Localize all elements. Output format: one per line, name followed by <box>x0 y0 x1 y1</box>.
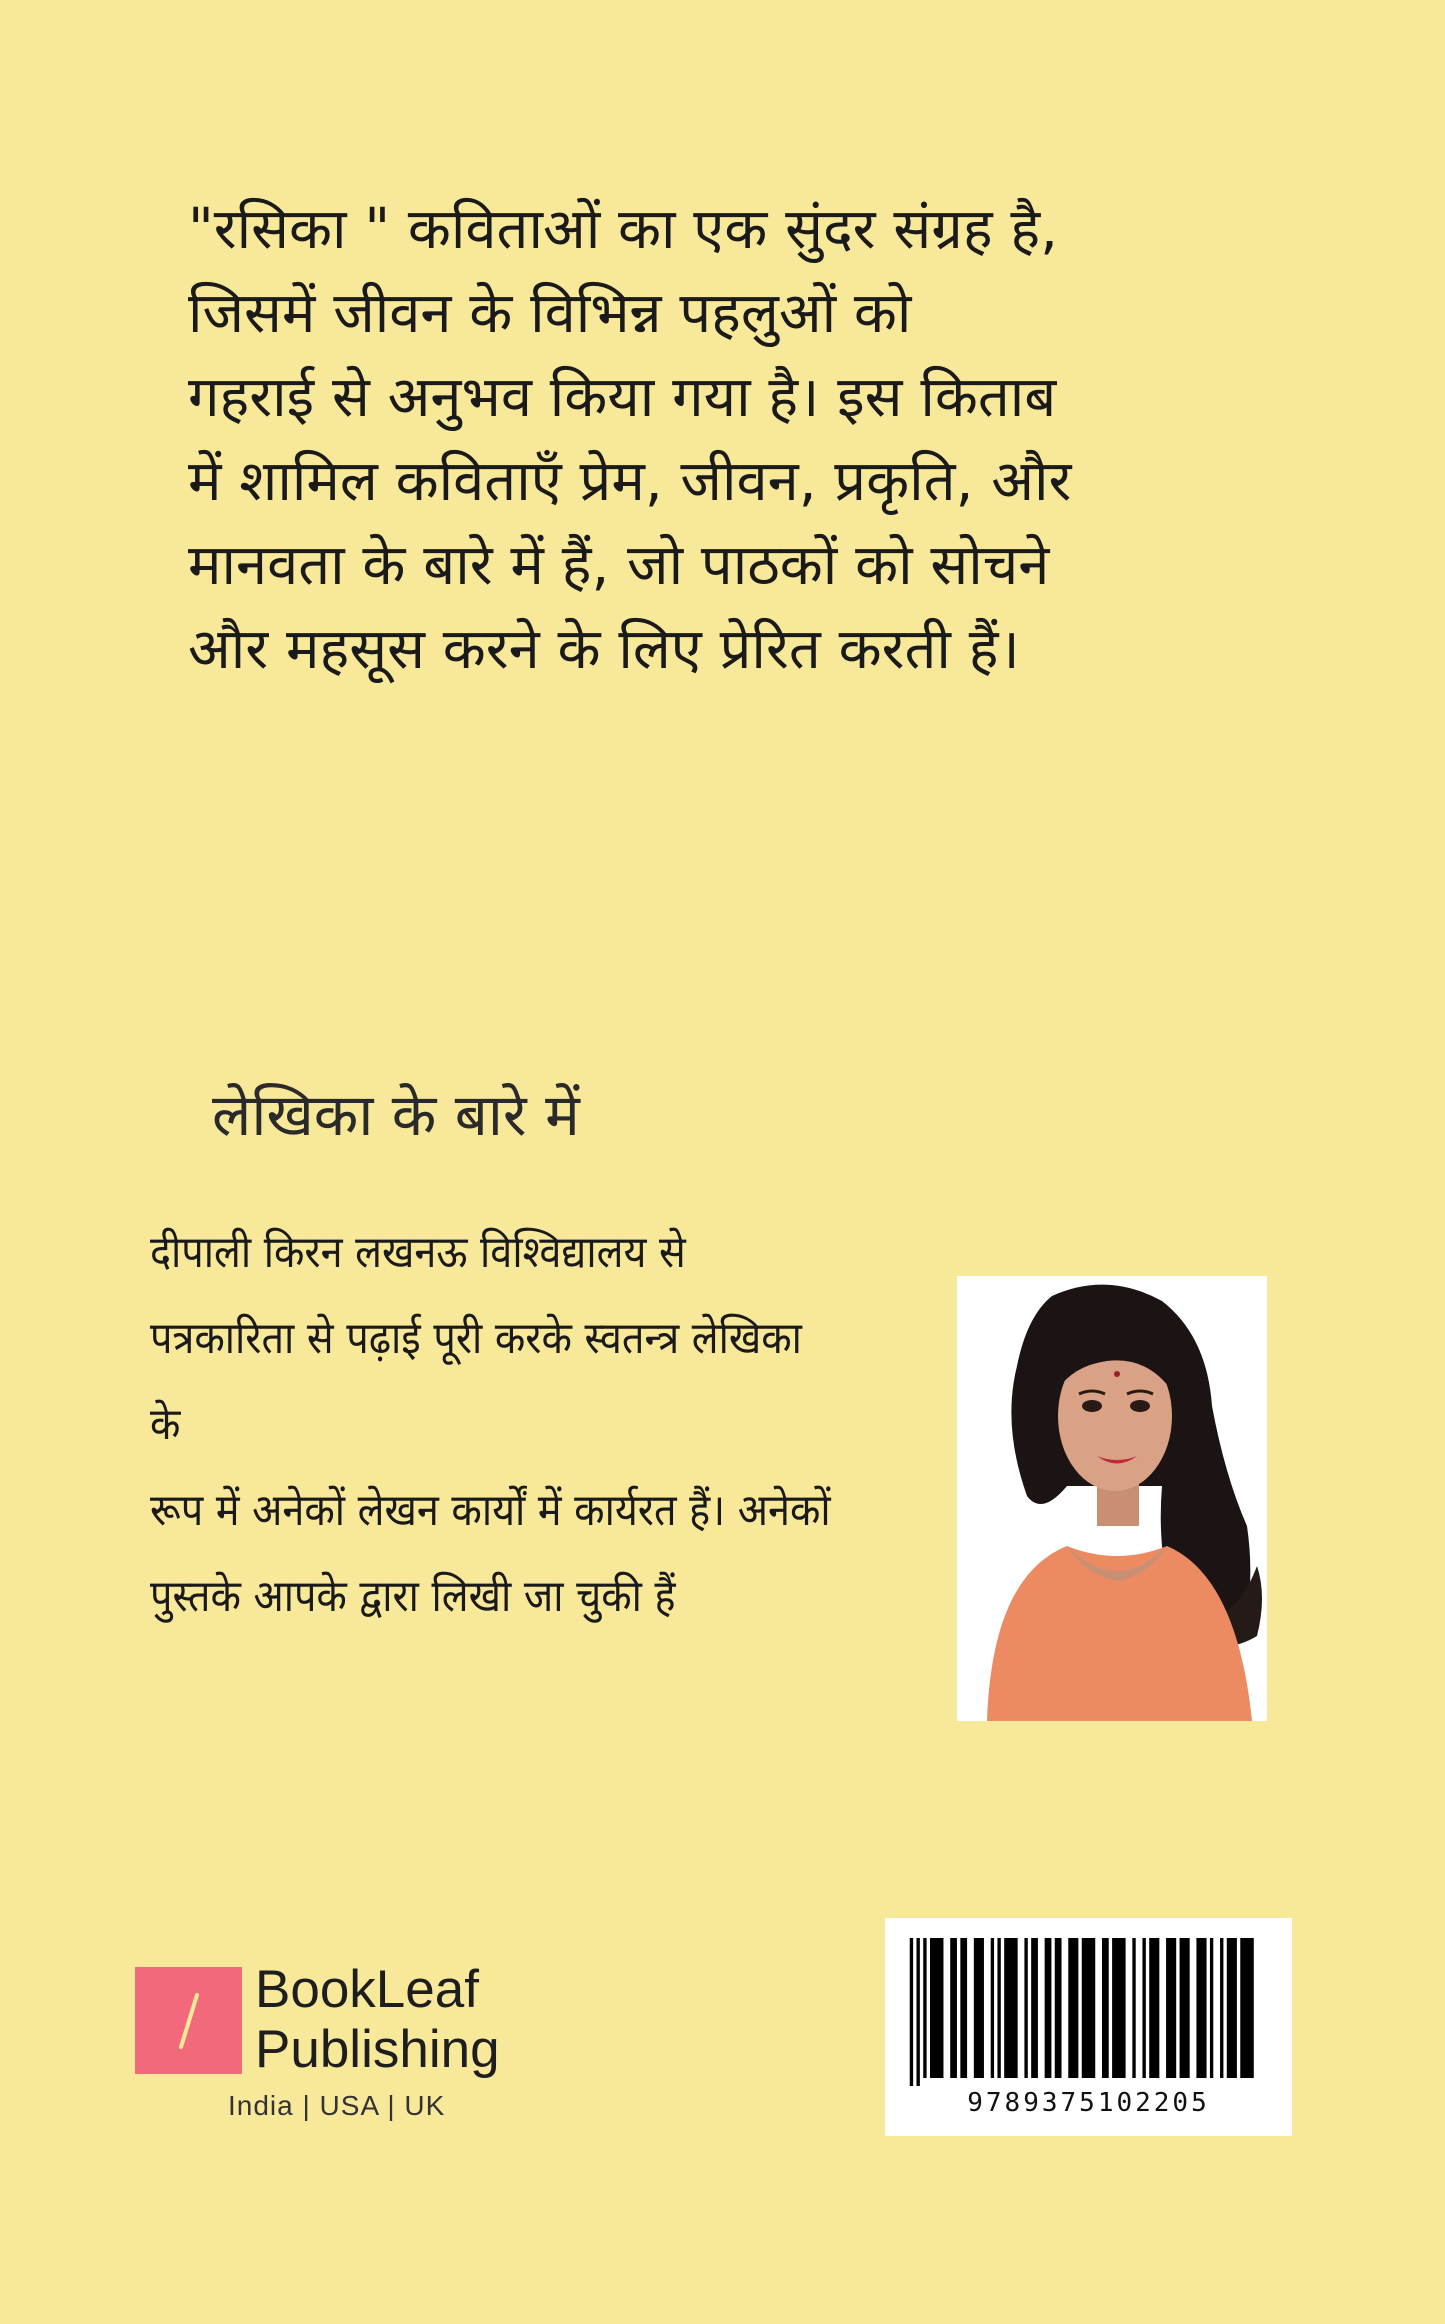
leaf-slash-icon <box>135 1967 242 2074</box>
barcode-guard-bar <box>910 1938 913 2086</box>
barcode-bar <box>1220 1938 1223 2078</box>
barcode-bar <box>1004 1938 1017 2078</box>
barcode-bar <box>997 1938 1000 2078</box>
about-author-heading: लेखिका के बारे में <box>212 1081 580 1149</box>
author-bio <box>150 1210 834 1640</box>
isbn-number: 9789375102205 <box>967 2088 1210 2118</box>
blurb-line: मानवता के बारे में हैं, जो पाठकों को सोचने <box>188 533 1050 598</box>
book-blurb <box>188 188 1248 692</box>
publisher-logo <box>135 1960 535 2135</box>
blurb-line: और महसूस करने के लिए प्रेरित करती हैं। <box>188 617 1020 682</box>
bio-line: पत्रकारिता से पढ़ाई पूरी करके स्वतन्त्र लेखिका के <box>150 1313 802 1450</box>
barcode-bar <box>1180 1938 1190 2078</box>
publisher-name <box>255 1960 500 2080</box>
barcode-bar <box>1142 1938 1145 2078</box>
blurb-line: जिसमें जीवन के विभिन्न पहलुओं को <box>188 281 912 346</box>
barcode-bar <box>1024 1938 1027 2078</box>
publisher-name-line2: Publishing <box>255 2020 500 2079</box>
barcode-bar <box>1166 1938 1176 2078</box>
barcode-bar <box>1132 1938 1135 2078</box>
barcode-bar <box>1240 1938 1253 2078</box>
bio-line: पुस्तके आपके द्वारा लिखी जा चुकी हैं <box>150 1571 676 1622</box>
barcode-bar <box>1045 1938 1052 2078</box>
blurb-line: में शामिल कविताएँ प्रेम, जीवन, प्रकृति, और <box>188 449 1072 514</box>
blurb-line: "रसिका " कविताओं का एक सुंदर संग्रह है, <box>188 197 1058 262</box>
barcode-bar <box>991 1938 994 2078</box>
barcode-bar <box>1196 1938 1206 2078</box>
bio-line: रूप में अनेकों लेखन कार्यों में कार्यरत हैं। अनेकों <box>150 1485 831 1536</box>
barcode-bar <box>960 1938 967 2078</box>
author-photo <box>957 1276 1267 1721</box>
barcode-bar <box>1082 1938 1095 2078</box>
barcode-bar <box>974 1938 984 2078</box>
barcode-bar <box>1149 1938 1159 2078</box>
barcode-bar <box>1031 1938 1038 2078</box>
bio-line: दीपाली किरन लखनऊ विश्विद्यालय से <box>150 1227 686 1278</box>
barcode-bar <box>930 1938 943 2078</box>
publisher-regions: India | USA | UK <box>228 2090 446 2121</box>
barcode-bar <box>950 1938 957 2078</box>
barcode-bar <box>1112 1938 1125 2078</box>
barcode-bar <box>1102 1938 1109 2078</box>
blurb-line: गहराई से अनुभव किया गया है। इस किताब <box>188 365 1057 430</box>
publisher-name-line1: BookLeaf <box>255 1960 479 2019</box>
barcode-bar <box>1210 1938 1213 2078</box>
barcode-guard-bar <box>916 1938 919 2086</box>
barcode-bars <box>903 1938 1274 2086</box>
barcode-bar <box>1068 1938 1078 2078</box>
barcode-bar <box>923 1938 926 2078</box>
barcode-bar <box>1227 1938 1237 2078</box>
isbn-barcode <box>885 1918 1292 2136</box>
barcode-bar <box>1055 1938 1062 2078</box>
